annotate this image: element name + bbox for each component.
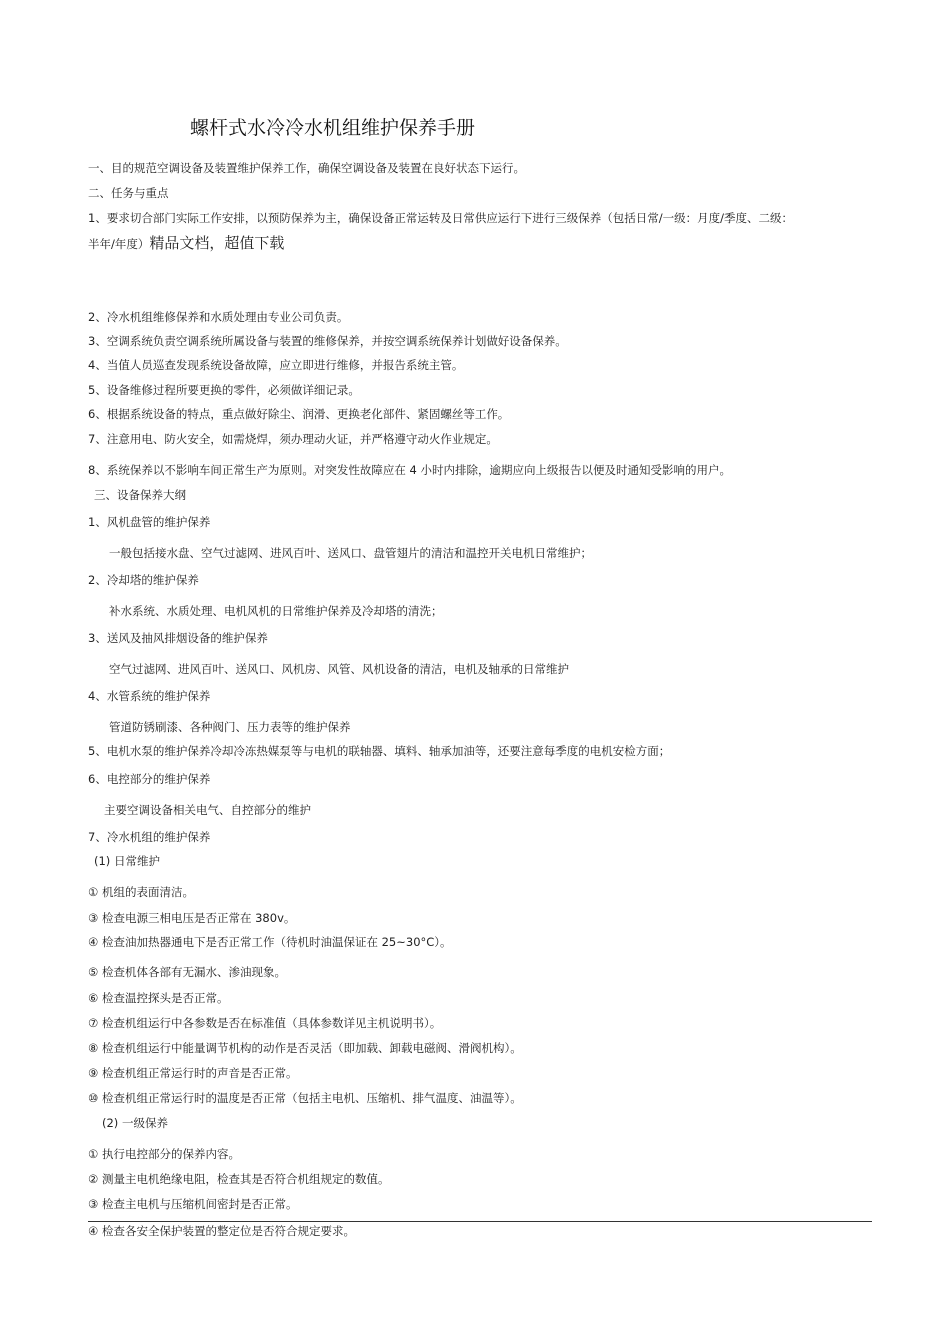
promo-tag: 精品文档，超值下载: [149, 234, 285, 252]
daily-item-1: ① 机组的表面清洁。: [88, 885, 194, 899]
section-tasks-heading: 二、任务与重点: [88, 186, 169, 200]
level1-item-2: ② 测量主电机绝缘电阻，检查其是否符合机组规定的数值。: [88, 1172, 390, 1186]
task-item-3: 3、空调系统负责空调系统所属设备与装置的维修保养，并按空调系统保养计划做好设备保养。: [88, 334, 567, 348]
task-item-1-text: 半年/年度）: [88, 237, 150, 251]
outline-item-1: 1、风机盘管的维护保养: [88, 515, 211, 529]
daily-item-5: ⑤ 检查机体各部有无漏水、渗油现象。: [88, 965, 286, 979]
outline-item-3: 3、送风及抽风排烟设备的维护保养: [88, 631, 268, 645]
outline-item-4-desc: 管道防锈刷漆、各种阀门、压力表等的维护保养: [109, 720, 351, 734]
task-item-4: 4、当值人员巡查发现系统设备故障，应立即进行维修，并报告系统主管。: [88, 358, 464, 372]
outline-item-6: 6、电控部分的维护保养: [88, 772, 211, 786]
horizontal-rule: [88, 1221, 872, 1222]
daily-item-4: ④ 检查油加热器通电下是否正常工作（待机时油温保证在 25~30°C）。: [88, 935, 452, 949]
daily-item-3: ③ 检查电源三相电压是否正常在 380v。: [88, 911, 296, 925]
daily-item-8: ⑧ 检查机组运行中能量调节机构的动作是否灵活（即加载、卸载电磁阀、滑阀机构）。: [88, 1041, 522, 1055]
outline-item-5: 5、电机水泵的维护保养冷却冷冻热媒泵等与电机的联轴器、填料、轴承加油等，还要注意每季度的电机安检方面；: [88, 744, 671, 758]
daily-item-9: ⑨ 检查机组正常运行时的声音是否正常。: [88, 1066, 298, 1080]
outline-item-1-desc: 一般包括接水盘、空气过滤网、进风百叶、送风口、盘管翅片的清洁和温控开关电机日常维护；: [109, 546, 592, 560]
daily-item-6: ⑥ 检查温控探头是否正常。: [88, 991, 229, 1005]
document-title: 螺杆式水冷冷水机组维护保养手册: [190, 117, 476, 139]
outline-item-3-desc: 空气过滤网、进风百叶、送风口、风机房、风管、风机设备的清洁，电机及轴承的日常维护: [109, 662, 569, 676]
section-outline-heading: 三、设备保养大纲: [94, 488, 186, 502]
daily-maintenance-heading: (1) 日常维护: [94, 854, 160, 868]
level1-item-3: ③ 检查主电机与压缩机间密封是否正常。: [88, 1197, 298, 1211]
daily-item-7: ⑦ 检查机组运行中各参数是否在标准值（具体参数详见主机说明书）。: [88, 1016, 442, 1030]
task-item-1-continued: [88, 235, 284, 252]
outline-item-7: 7、冷水机组的维护保养: [88, 830, 211, 844]
outline-item-6-desc: 主要空调设备相关电气、自控部分的维护: [104, 803, 311, 817]
outline-item-4: 4、水管系统的维护保养: [88, 689, 211, 703]
task-item-8: 8、系统保养以不影响车间正常生产为原则。对突发性故障应在 4 小时内排除，逾期应向上级报告以便及时通知受影响的用户。: [88, 463, 731, 477]
task-item-7: 7、注意用电、防火安全，如需烧焊，须办理动火证，并严格遵守动火作业规定。: [88, 432, 498, 446]
task-item-2: 2、冷水机组维修保养和水质处理由专业公司负责。: [88, 310, 349, 324]
section-purpose: 一、目的规范空调设备及装置维护保养工作，确保空调设备及装置在良好状态下运行。: [88, 161, 525, 175]
daily-item-10: ⑩ 检查机组正常运行时的温度是否正常（包括主电机、压缩机、排气温度、油温等）。: [88, 1091, 522, 1105]
level1-item-4: ④ 检查各安全保护装置的整定位是否符合规定要求。: [88, 1224, 355, 1238]
outline-item-2-desc: 补水系统、水质处理、电机风机的日常维护保养及冷却塔的清洗；: [109, 604, 443, 618]
level1-maintenance-heading: (2) 一级保养: [102, 1116, 168, 1130]
level1-item-1: ① 执行电控部分的保养内容。: [88, 1147, 240, 1161]
task-item-6: 6、根据系统设备的特点，重点做好除尘、润滑、更换老化部件、紧固螺丝等工作。: [88, 407, 510, 421]
task-item-1: 1、要求切合部门实际工作安排，以预防保养为主，确保设备正常运转及日常供应运行下进行三级保养（包括日常/一级：月度/季度、二级：: [88, 211, 794, 225]
outline-item-2: 2、冷却塔的维护保养: [88, 573, 199, 587]
task-item-5: 5、设备维修过程所要更换的零件，必须做详细记录。: [88, 383, 360, 397]
